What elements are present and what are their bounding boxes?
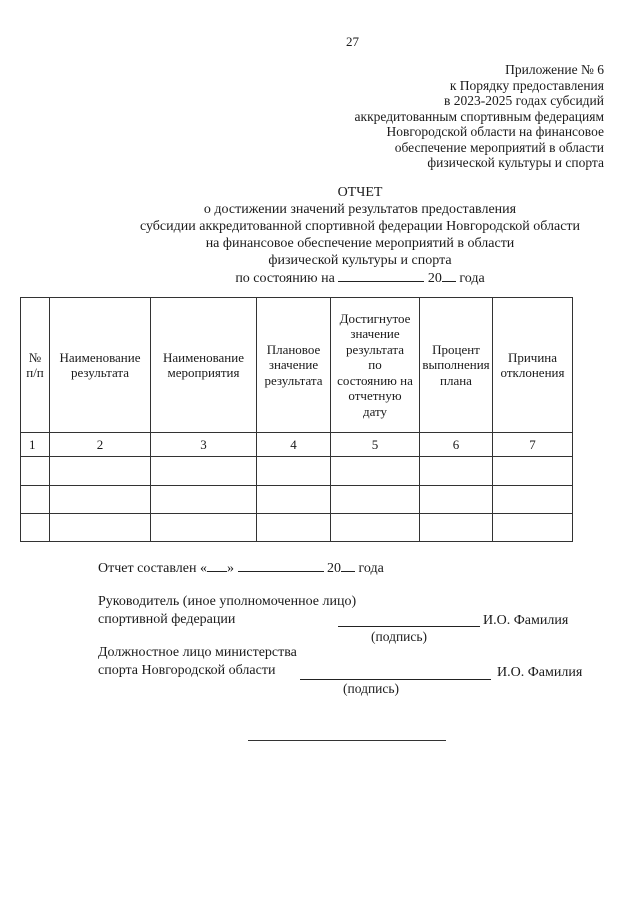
table-cell[interactable] — [420, 513, 493, 541]
head-signature-caption: (подпись) — [371, 629, 428, 644]
table-cell[interactable] — [21, 457, 50, 485]
appendix-line: обеспечение мероприятий в области — [394, 139, 604, 155]
report-compiled-line — [98, 559, 384, 577]
table-cell[interactable] — [21, 513, 50, 541]
table-cell[interactable] — [331, 485, 420, 513]
header-achieved-value: Достигнутое значение результата по состоянию на отчетную дату — [331, 298, 420, 433]
header-deviation-reason: Причина отклонения — [493, 298, 573, 433]
compiled-mid: » — [227, 561, 234, 576]
table-cell[interactable] — [151, 513, 257, 541]
appendix-line: Приложение № 6 — [505, 62, 604, 77]
column-number: 6 — [420, 433, 493, 457]
official-name: И.О. Фамилия — [497, 665, 583, 680]
column-number: 1 — [21, 433, 50, 457]
head-signature-line[interactable] — [338, 626, 480, 627]
table-row — [21, 513, 573, 541]
compiled-prefix: Отчет составлен « — [98, 561, 207, 576]
table-cell[interactable] — [331, 457, 420, 485]
table-cell[interactable] — [257, 457, 331, 485]
report-table — [20, 297, 573, 542]
head-name: И.О. Фамилия — [483, 613, 569, 628]
table-cell[interactable] — [493, 485, 573, 513]
table-column-numbers-row — [21, 433, 573, 457]
column-number: 7 — [493, 433, 573, 457]
table-cell[interactable] — [420, 485, 493, 513]
appendix-line: в 2023-2025 годах субсидий — [444, 93, 604, 108]
compiled-suffix: года — [358, 561, 384, 576]
header-result-name: Наименование результата — [50, 298, 151, 433]
as-of-date-blank — [338, 269, 424, 282]
as-of-year-prefix: 20 — [427, 271, 442, 286]
report-subtitle-line: о достижении значений результатов предоставления — [203, 202, 517, 217]
appendix-header — [355, 62, 604, 171]
official-signature-caption: (подпись) — [343, 681, 400, 696]
table-cell[interactable] — [151, 485, 257, 513]
table-row — [21, 457, 573, 485]
header-planned-value: Плановое значение результата — [257, 298, 331, 433]
table-cell[interactable] — [493, 513, 573, 541]
table-cell[interactable] — [257, 485, 331, 513]
table-row — [21, 485, 573, 513]
as-of-prefix: по состоянию на — [235, 271, 335, 286]
official-title-line1: Должностное лицо министерства — [98, 645, 297, 660]
head-title-line1: Руководитель (иное уполномоченное лицо) — [98, 594, 357, 609]
header-plan-percent: Процент выполнения плана — [420, 298, 493, 433]
footer-separator-line — [248, 740, 446, 741]
as-of-suffix: года — [459, 271, 485, 286]
column-number: 5 — [331, 433, 420, 457]
report-subtitle-line: физической культуры и спорта — [268, 253, 452, 268]
appendix-line: физической культуры и спорта — [427, 155, 604, 170]
compiled-month-blank — [238, 559, 324, 572]
column-number: 2 — [50, 433, 151, 457]
page-number: 27 — [346, 34, 359, 49]
table-cell[interactable] — [21, 485, 50, 513]
header-number: № п/п — [21, 298, 50, 433]
appendix-line: к Порядку предоставления — [449, 77, 604, 93]
report-title: ОТЧЕТ — [337, 185, 383, 200]
appendix-line: аккредитованным спортивным федерациям — [354, 108, 604, 124]
column-number: 4 — [257, 433, 331, 457]
table-cell[interactable] — [50, 485, 151, 513]
report-subtitle-line: на финансовое обеспечение мероприятий в области — [205, 236, 515, 251]
head-title-line2: спортивной федерации — [98, 612, 236, 627]
report-subtitle-line: субсидии аккредитованной спортивной федерации Новгородской области — [139, 219, 581, 234]
official-title-line2: спорта Новгородской области — [98, 663, 276, 678]
table-cell[interactable] — [493, 457, 573, 485]
header-event-name: Наименование мероприятия — [151, 298, 257, 433]
compiled-day-blank — [207, 559, 227, 572]
appendix-line: Новгородской области на финансовое — [386, 124, 604, 139]
column-number: 3 — [151, 433, 257, 457]
compiled-year-prefix: 20 — [327, 561, 341, 576]
table-cell[interactable] — [331, 513, 420, 541]
official-signature-line[interactable] — [300, 679, 491, 680]
compiled-year-blank — [341, 559, 355, 572]
table-header-row — [21, 298, 573, 433]
table-cell[interactable] — [257, 513, 331, 541]
as-of-year-blank — [442, 269, 456, 282]
report-title-block — [60, 184, 640, 287]
table-cell[interactable] — [151, 457, 257, 485]
table-cell[interactable] — [50, 513, 151, 541]
table-cell[interactable] — [420, 457, 493, 485]
report-as-of-line — [60, 269, 640, 287]
table-cell[interactable] — [50, 457, 151, 485]
